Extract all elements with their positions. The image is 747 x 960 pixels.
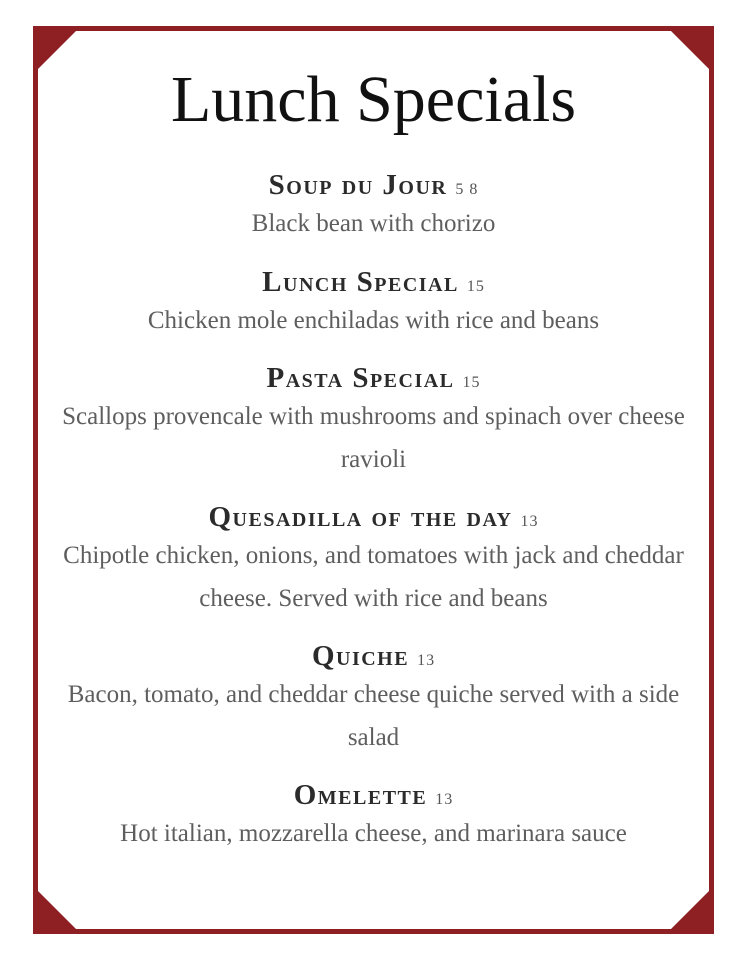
menu-item-description: Black bean with chorizo bbox=[251, 210, 496, 237]
menu-item-soup-du-jour bbox=[60, 168, 687, 245]
menu-item-header bbox=[60, 639, 687, 673]
menu-item-header bbox=[60, 500, 687, 534]
menu-item-description: Chipotle chicken, onions, and tomatoes with jack and cheddar cheese. Served with rice and beans bbox=[63, 542, 684, 612]
menu-item-header bbox=[60, 778, 687, 812]
menu-item-header bbox=[60, 265, 687, 299]
menu-item-price: 5 8 bbox=[455, 181, 479, 198]
menu-item-description: Chicken mole enchiladas with rice and beans bbox=[147, 307, 600, 334]
menu-item-name: Soup du Jour bbox=[268, 169, 448, 201]
menu-item-price: 13 bbox=[435, 791, 454, 808]
menu-item-name: Pasta Special bbox=[266, 362, 455, 394]
menu-item-omelette bbox=[60, 778, 687, 855]
menu-item-name: Lunch Special bbox=[262, 266, 459, 298]
menu-item-description: Scallops provencale with mushrooms and spinach over cheese ravioli bbox=[62, 403, 685, 473]
corner-ornament-bottom-left bbox=[38, 891, 76, 929]
menu-item-description: Bacon, tomato, and cheddar cheese quiche served with a side salad bbox=[67, 681, 680, 751]
corner-ornament-bottom-right bbox=[671, 891, 709, 929]
menu-item-name: Quesadilla of the day bbox=[208, 501, 513, 533]
menu-item-lunch-special bbox=[60, 265, 687, 342]
menu-item-header bbox=[60, 361, 687, 395]
menu-item-price: 13 bbox=[417, 652, 436, 669]
menu-item-price: 13 bbox=[520, 513, 539, 530]
menu-item-name: Omelette bbox=[293, 779, 428, 811]
menu-title: Lunch Specials bbox=[170, 63, 577, 136]
menu-item-header bbox=[60, 168, 687, 202]
menu-item-pasta-special bbox=[60, 361, 687, 481]
menu-item-name: Quiche bbox=[311, 640, 410, 672]
menu-item-description: Hot italian, mozzarella cheese, and marinara sauce bbox=[120, 820, 627, 847]
menu-item-price: 15 bbox=[462, 374, 481, 391]
menu-item-quiche bbox=[60, 639, 687, 759]
menu-item-quesadilla-of-the-day bbox=[60, 500, 687, 620]
menu-item-price: 15 bbox=[466, 278, 485, 295]
